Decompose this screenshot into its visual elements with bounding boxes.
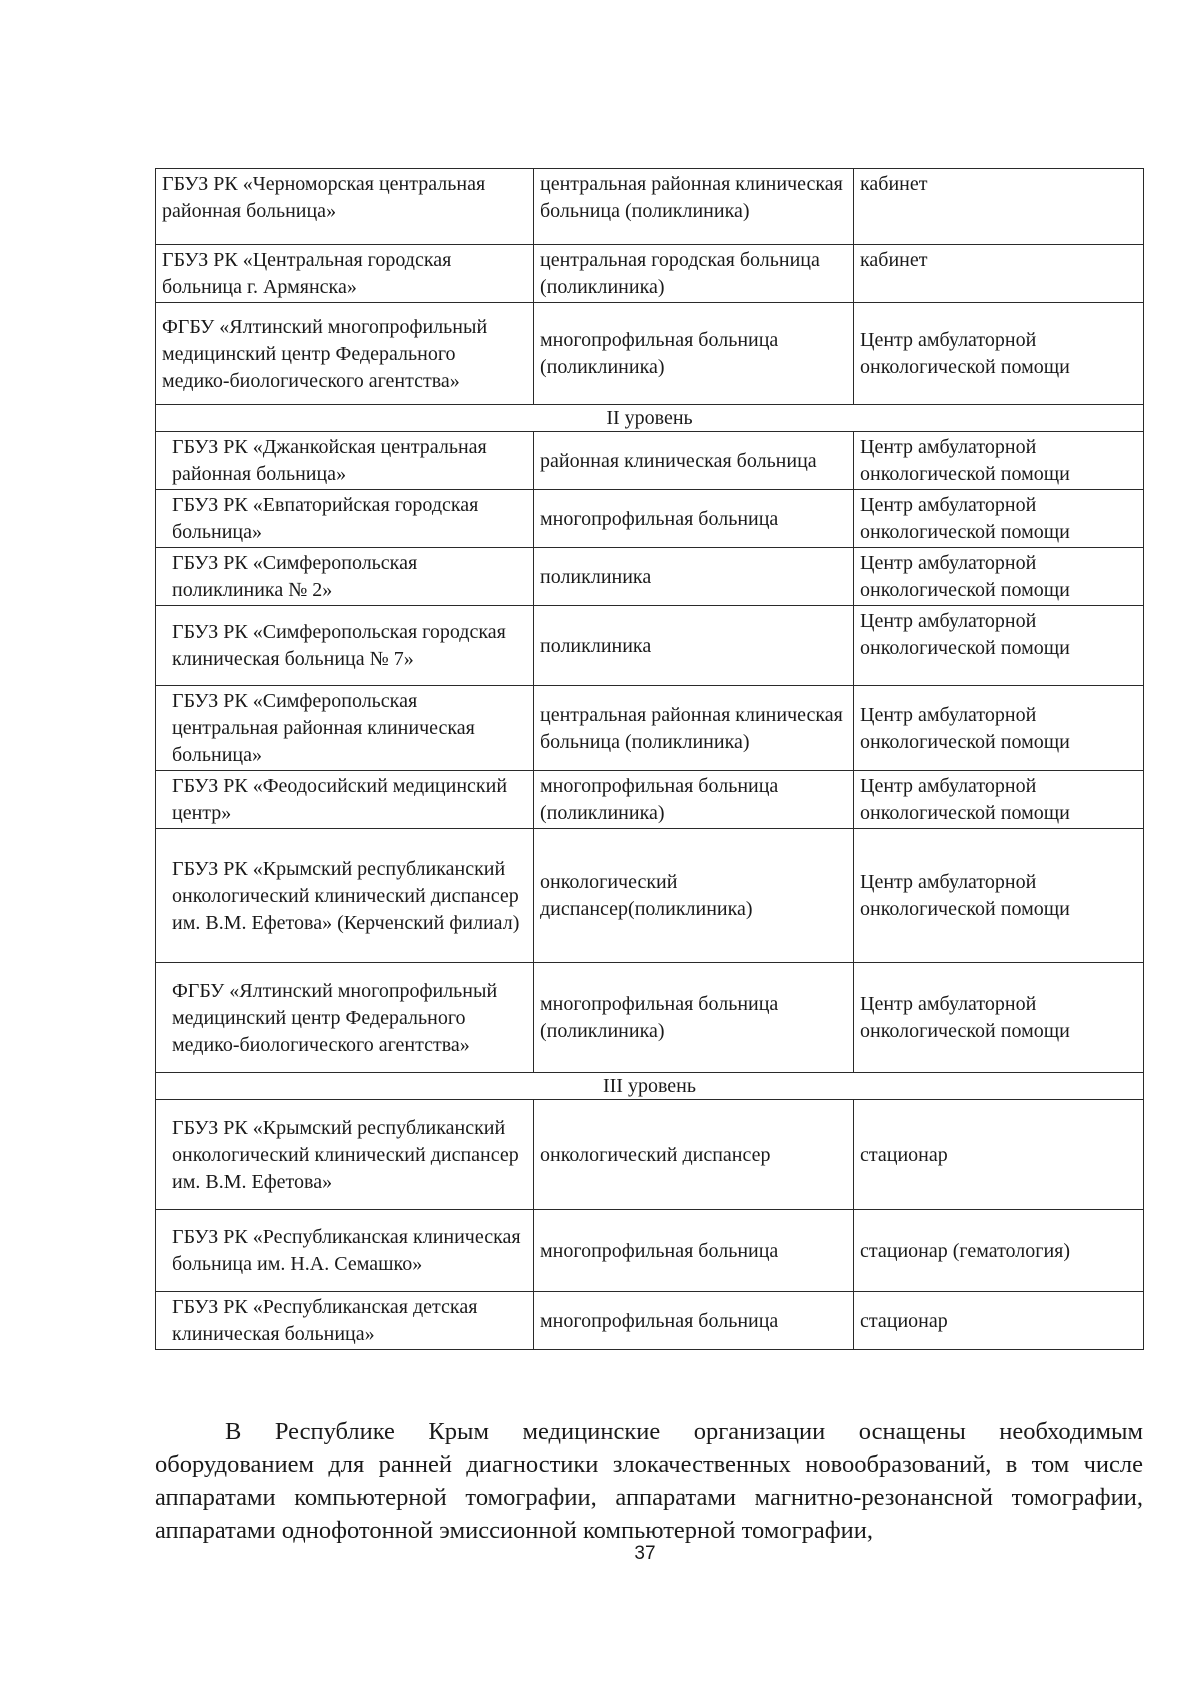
page-number: 37 (634, 1543, 656, 1564)
table-row (156, 829, 1144, 963)
unit-cell: Центр амбулаторной онкологической помощи (854, 686, 1144, 771)
type-cell: онкологический диспансер(поликлиника) (534, 829, 854, 963)
unit-cell: Центр амбулаторной онкологической помощи (854, 963, 1144, 1073)
unit-cell: стационар (гематология) (854, 1210, 1144, 1292)
org-cell: ГБУЗ РК «Черноморская центральная районная больница» (156, 169, 534, 245)
unit-cell: Центр амбулаторной онкологической помощи (854, 771, 1144, 829)
table-row (156, 1100, 1144, 1210)
unit-cell: кабинет (854, 245, 1144, 303)
unit-cell: стационар (854, 1100, 1144, 1210)
unit-cell: Центр амбулаторной онкологической помощи (854, 606, 1144, 686)
table-row (156, 1210, 1144, 1292)
table-row (156, 548, 1144, 606)
unit-cell: Центр амбулаторной онкологической помощи (854, 303, 1144, 405)
org-cell: ГБУЗ РК «Евпаторийская городская больница» (156, 490, 534, 548)
type-cell: поликлиника (534, 548, 854, 606)
table-row (156, 963, 1144, 1073)
facilities-table (155, 168, 1144, 1350)
table-row (156, 490, 1144, 548)
level-header-row (156, 405, 1144, 432)
type-cell: многопрофильная больница (534, 1292, 854, 1350)
type-cell: многопрофильная больница (поликлиника) (534, 963, 854, 1073)
table-row (156, 245, 1144, 303)
org-cell: ГБУЗ РК «Республиканская клиническая больница им. Н.А. Семашко» (156, 1210, 534, 1292)
unit-cell: Центр амбулаторной онкологической помощи (854, 829, 1144, 963)
type-cell: центральная районная клиническая больница (поликлиника) (534, 686, 854, 771)
table-row (156, 606, 1144, 686)
org-cell: ГБУЗ РК «Симферопольская городская клиническая больница № 7» (156, 606, 534, 686)
type-cell: центральная городская больница (поликлиника) (534, 245, 854, 303)
unit-cell: кабинет (854, 169, 1144, 245)
org-cell: ГБУЗ РК «Республиканская детская клиническая больница» (156, 1292, 534, 1350)
type-cell: многопрофильная больница (поликлиника) (534, 771, 854, 829)
level-3-label: III уровень (156, 1073, 1144, 1100)
org-cell: ГБУЗ РК «Симферопольская центральная районная клиническая больница» (156, 686, 534, 771)
table-row (156, 303, 1144, 405)
unit-cell: Центр амбулаторной онкологической помощи (854, 432, 1144, 490)
table-row (156, 771, 1144, 829)
org-cell: ФГБУ «Ялтинский многопрофильный медицинский центр Федерального медико-биологического агентства» (156, 963, 534, 1073)
table-row (156, 432, 1144, 490)
unit-cell: Центр амбулаторной онкологической помощи (854, 490, 1144, 548)
org-cell: ГБУЗ РК «Крымский республиканский онкологический клинический диспансер им. В.М. Ефетова» (156, 1100, 534, 1210)
org-cell: ГБУЗ РК «Джанкойская центральная районная больница» (156, 432, 534, 490)
type-cell: поликлиника (534, 606, 854, 686)
org-cell: ГБУЗ РК «Симферопольская поликлиника № 2» (156, 548, 534, 606)
org-cell: ГБУЗ РК «Крымский республиканский онкологический клинический диспансер им. В.М. Ефетова» (Керченский филиал) (156, 829, 534, 963)
org-cell: ГБУЗ РК «Центральная городская больница г. Армянска» (156, 245, 534, 303)
org-cell: ГБУЗ РК «Феодосийский медицинский центр» (156, 771, 534, 829)
body-paragraph: В Республике Крым медицинские организации оснащены необходимым оборудованием для ранней диагностики злокачественных новообразований, в том числе аппаратами компьютерной томографии, аппаратами магнитно-резонансной томографии, аппаратами однофотонной эмиссионной компьютерной томографии, (155, 1418, 1143, 1544)
type-cell: многопрофильная больница (поликлиника) (534, 303, 854, 405)
level-2-label: II уровень (156, 405, 1144, 432)
table-row (156, 169, 1144, 245)
unit-cell: стационар (854, 1292, 1144, 1350)
type-cell: многопрофильная больница (534, 490, 854, 548)
unit-cell: Центр амбулаторной онкологической помощи (854, 548, 1144, 606)
org-cell: ФГБУ «Ялтинский многопрофильный медицинский центр Федерального медико-биологического агентства» (156, 303, 534, 405)
level-header-row (156, 1073, 1144, 1100)
table-row (156, 1292, 1144, 1350)
type-cell: онкологический диспансер (534, 1100, 854, 1210)
type-cell: центральная районная клиническая больница (поликлиника) (534, 169, 854, 245)
type-cell: районная клиническая больница (534, 432, 854, 490)
table-row (156, 686, 1144, 771)
type-cell: многопрофильная больница (534, 1210, 854, 1292)
